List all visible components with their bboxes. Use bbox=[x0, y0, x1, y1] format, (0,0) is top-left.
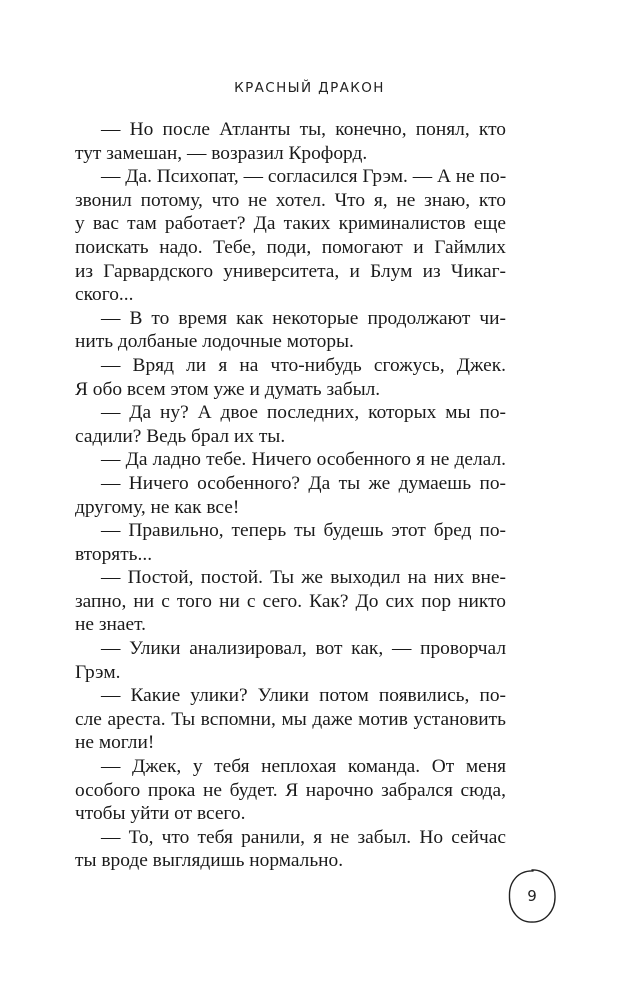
text-line: Я обо всем этом уже и думать забыл. bbox=[75, 378, 381, 400]
text-line: запно, ни с того ни с сего. Как? До сих пор никто bbox=[75, 590, 506, 612]
text-line: нить долбаные лодочные моторы. bbox=[75, 331, 354, 353]
text-line: — Но после Атланты ты, конечно, понял, кто bbox=[101, 119, 506, 140]
text-line: особого прока не будет. Я нарочно забрался сюда, bbox=[75, 779, 506, 801]
text-line: у вас там работает? Да таких криминалистов еще bbox=[75, 213, 506, 235]
text-line: — Да ладно тебе. Ничего особенного я не делал. bbox=[101, 449, 506, 471]
text-line: тут замешан, — возразил Крофорд. bbox=[75, 142, 368, 164]
text-line: — Вряд ли я на что-нибудь сгожусь, Джек. bbox=[101, 354, 506, 376]
page-number-badge bbox=[507, 868, 557, 924]
page-number: 9 bbox=[527, 887, 537, 905]
text-line: Грэм. bbox=[75, 661, 121, 683]
text-line: звонил потому, что не хотел. Что я, не знаю, кто bbox=[75, 189, 506, 211]
text-line: не знает. bbox=[75, 614, 146, 636]
text-line: не могли! bbox=[75, 732, 155, 754]
text-line: садили? Ведь брал их ты. bbox=[75, 425, 286, 447]
text-line: чтобы уйти от всего. bbox=[75, 803, 246, 825]
text-line: ты вроде выглядишь нормально. bbox=[75, 850, 344, 872]
body-text bbox=[75, 118, 506, 873]
text-line: — То, что тебя ранили, я не забыл. Но сейчас bbox=[101, 826, 506, 848]
text-line: ского... bbox=[75, 284, 134, 306]
text-line: — Какие улики? Улики потом появились, по- bbox=[101, 685, 506, 707]
text-line: — Ничего особенного? Да ты же думаешь по- bbox=[101, 472, 506, 494]
text-line: поискать надо. Тебе, поди, помогают и Гаймлих bbox=[75, 236, 506, 258]
text-line: — Улики анализировал, вот как, — проворчал bbox=[101, 638, 506, 660]
text-line: другому, не как все! bbox=[75, 496, 240, 518]
text-line: — В то время как некоторые продолжают чи- bbox=[101, 307, 506, 329]
text-line: вторять... bbox=[75, 543, 153, 565]
text-line: сле ареста. Ты вспомни, мы даже мотив установить bbox=[75, 708, 506, 730]
text-line: — Постой, постой. Ты же выходил на них вне- bbox=[101, 567, 506, 589]
running-head: КРАСНЫЙ ДРАКОН bbox=[234, 80, 385, 96]
text-line: — Да. Психопат, — согласился Грэм. — А не по- bbox=[101, 166, 507, 188]
text-line: — Правильно, теперь ты будешь этот бред по- bbox=[101, 520, 506, 542]
text-line: из Гарвардского университета, и Блум из Чикаг- bbox=[75, 260, 506, 282]
text-line: — Джек, у тебя неплохая команда. От меня bbox=[101, 756, 506, 778]
text-line: — Да ну? А двое последних, которых мы по- bbox=[101, 402, 506, 424]
